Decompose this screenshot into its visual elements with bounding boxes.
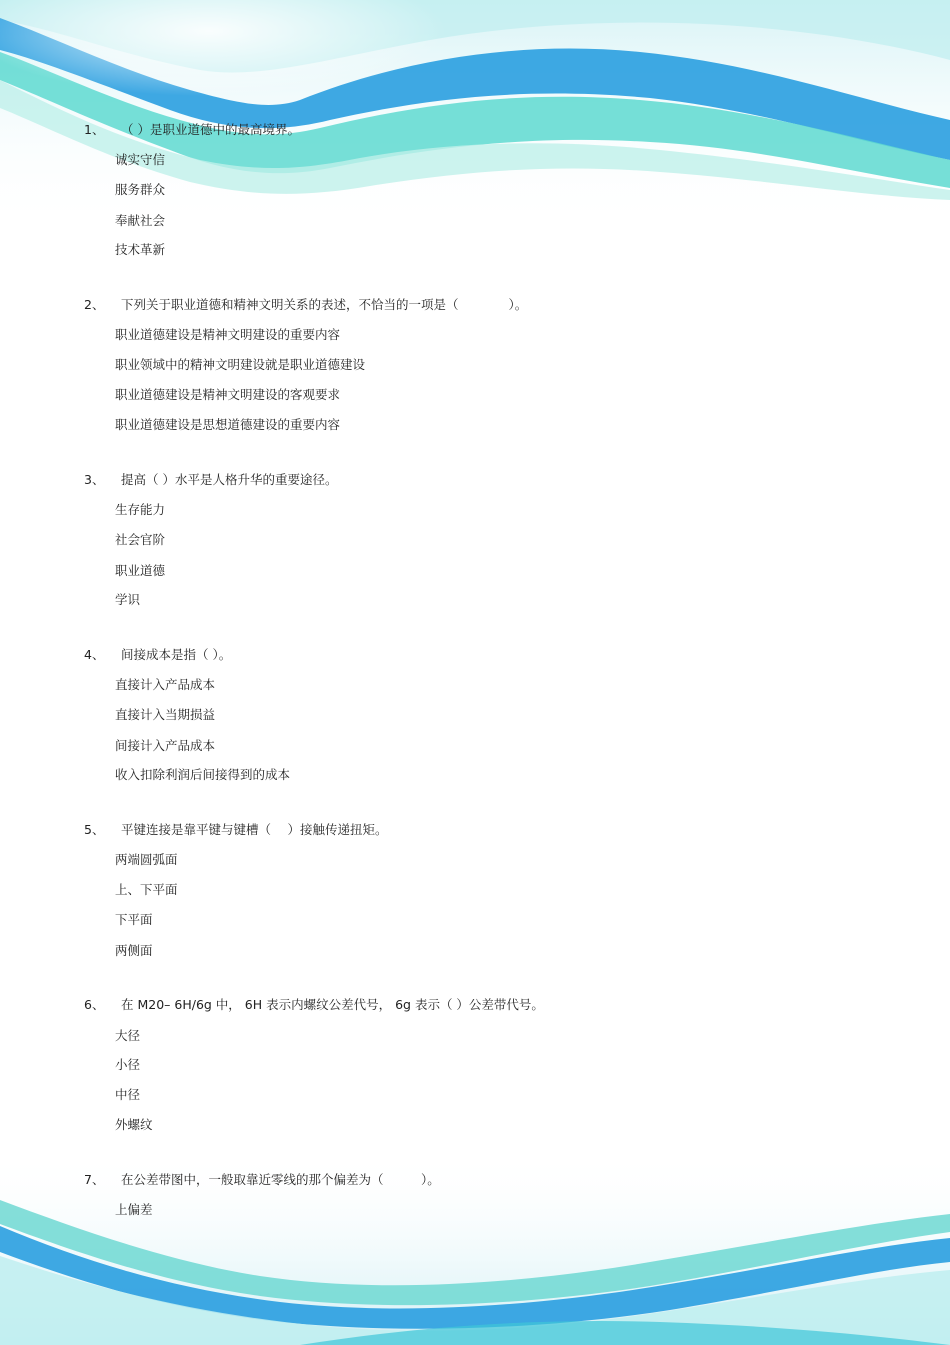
question-number: 2、: [84, 297, 105, 312]
option-c: 间接计入产品成本: [115, 738, 216, 753]
question-number: 1、: [84, 122, 105, 137]
question-text: 在 M20– 6H/6g 中， 6H 表示内螺纹公差代号， 6g 表示（ ）公差带代号。: [121, 997, 544, 1012]
option-c: 职业道德建设是精神文明建设的客观要求: [115, 387, 341, 402]
question-text: 在公差带图中，一般取靠近零线的那个偏差为（ ）。: [121, 1172, 440, 1187]
question-number: 6、: [84, 997, 105, 1012]
option-d: 技术革新: [115, 242, 166, 257]
option-b: 小径: [115, 1057, 141, 1072]
option-c: 中径: [115, 1087, 141, 1102]
option-d: 两侧面: [115, 943, 153, 958]
option-a: 职业道德建设是精神文明建设的重要内容: [115, 327, 341, 342]
option-d: 外螺纹: [115, 1117, 153, 1132]
question-number: 7、: [84, 1172, 105, 1187]
question-text: （ ）是职业道德中的最高境界。: [121, 122, 300, 137]
question-text: 下列关于职业道德和精神文明关系的表述，不恰当的一项是（ ）。: [121, 297, 528, 312]
question-text: 间接成本是指（ ）。: [121, 647, 232, 662]
option-b: 社会官阶: [115, 532, 166, 547]
option-a: 两端圆弧面: [115, 852, 178, 867]
option-a: 诚实守信: [115, 152, 166, 167]
option-b: 直接计入当期损益: [115, 707, 216, 722]
option-a: 生存能力: [115, 502, 166, 517]
question-number: 4、: [84, 647, 105, 662]
option-b: 服务群众: [115, 182, 166, 197]
question-text: 提高（ ）水平是人格升华的重要途径。: [121, 472, 338, 487]
option-a: 上偏差: [115, 1202, 153, 1217]
question-number: 3、: [84, 472, 105, 487]
option-b: 上、下平面: [115, 882, 178, 897]
option-c: 下平面: [115, 912, 153, 927]
option-c: 奉献社会: [115, 213, 166, 228]
question-text: 平键连接是靠平键与键槽（ ）接触传递扭矩。: [121, 822, 388, 837]
option-a: 直接计入产品成本: [115, 677, 216, 692]
option-d: 收入扣除利润后间接得到的成本: [115, 767, 291, 782]
option-a: 大径: [115, 1028, 141, 1043]
option-b: 职业领域中的精神文明建设就是职业道德建设: [115, 357, 366, 372]
option-c: 职业道德: [115, 563, 166, 578]
question-number: 5、: [84, 822, 105, 837]
option-d: 职业道德建设是思想道德建设的重要内容: [115, 417, 341, 432]
option-d: 学识: [115, 592, 141, 607]
